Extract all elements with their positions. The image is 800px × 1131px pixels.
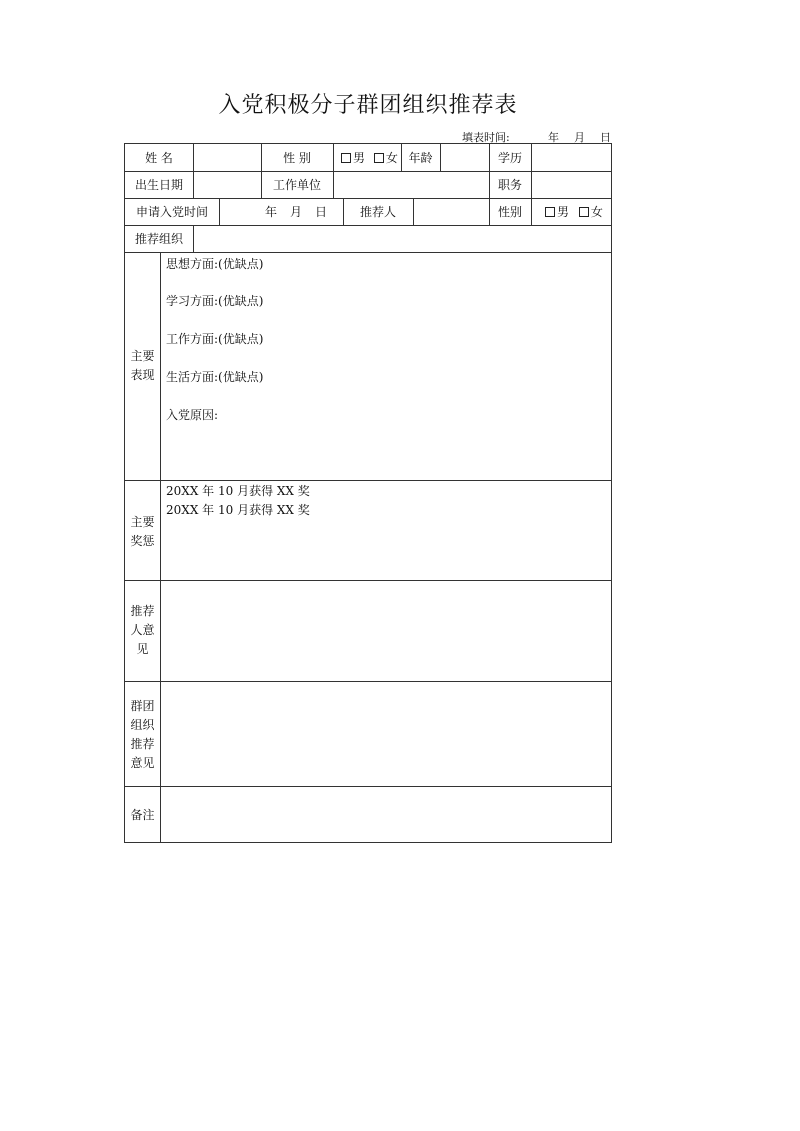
col-divider [160,252,161,842]
col-divider [193,225,194,252]
col-divider [413,198,414,225]
award-item: 20XX 年 10 月获得 XX 奖 [166,484,310,498]
birth-date-label: 出生日期 [134,178,183,192]
work-aspect: 工作方面:(优缺点) [166,332,264,346]
gender-options [341,151,398,165]
group-opinion-line: 推荐 [130,737,155,751]
male-option: 男 [353,151,366,165]
recommender-opinion-line: 推荐 [130,604,155,618]
recommendation-form [124,143,612,843]
recommender-gender-options [545,205,603,219]
fill-date-day: 日 [600,131,611,144]
apply-day: 日 [315,205,328,219]
recommender-gender-label: 性别 [497,205,522,219]
female-option: 女 [590,205,603,219]
col-divider [193,171,194,198]
col-divider [531,198,532,225]
group-opinion-label [125,697,160,773]
recommender-opinion-line: 人意 [130,623,155,637]
org-label: 推荐组织 [134,232,183,246]
apply-year: 年 [265,205,278,219]
awards-label-line: 主要 [130,515,155,529]
gender-label: 性 别 [283,151,311,165]
name-label: 姓 名 [145,151,173,165]
recommender-label: 推荐人 [359,205,396,219]
male-checkbox[interactable] [545,207,555,217]
male-option: 男 [557,205,570,219]
performance-label-line: 主要 [130,349,155,363]
col-divider [531,144,532,198]
row-divider [125,786,611,787]
female-checkbox[interactable] [374,153,384,163]
life-aspect: 生活方面:(优缺点) [166,370,264,384]
thought-aspect: 思想方面:(优缺点) [166,257,264,271]
group-opinion-line: 意见 [130,756,155,770]
performance-label [125,347,160,385]
row-divider [125,171,611,172]
fill-date-year: 年 [548,131,559,144]
apply-month: 月 [290,205,303,219]
party-reason: 入党原因: [166,408,219,422]
row-divider [125,252,611,253]
group-opinion-line: 组织 [130,718,155,732]
female-checkbox[interactable] [579,207,589,217]
recommender-opinion-label [125,602,160,659]
female-option: 女 [385,151,398,165]
male-checkbox[interactable] [341,153,351,163]
group-opinion-line: 群团 [130,699,155,713]
fill-date-month: 月 [574,131,585,144]
col-divider [219,198,220,225]
age-label: 年龄 [408,151,433,165]
awards-label [125,513,160,551]
row-divider [125,580,611,581]
remarks-label-text: 备注 [130,808,155,822]
awards-label-line: 奖惩 [130,534,155,548]
education-label: 学历 [497,151,522,165]
position-label: 职务 [497,178,522,192]
row-divider [125,198,611,199]
form-title: 入党积极分子群团组织推荐表 [218,93,518,118]
row-divider [125,681,611,682]
col-divider [193,144,194,171]
row-divider [125,225,611,226]
fill-date-label: 填表时间: [462,131,510,144]
award-item: 20XX 年 10 月获得 XX 奖 [166,503,310,517]
col-divider [333,144,334,198]
performance-label-line: 表现 [130,368,155,382]
row-divider [125,480,611,481]
recommender-opinion-line: 见 [136,642,149,656]
apply-time-label: 申请入党时间 [135,205,208,219]
work-unit-label: 工作单位 [272,178,321,192]
study-aspect: 学习方面:(优缺点) [166,294,264,308]
remarks-label [125,806,160,825]
col-divider [440,144,441,171]
